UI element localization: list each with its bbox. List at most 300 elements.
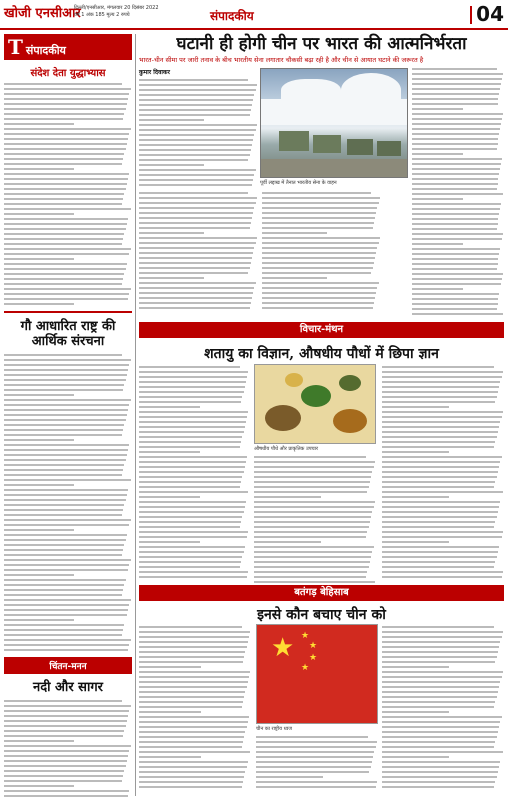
text-line [382, 396, 497, 398]
text-line [139, 766, 247, 768]
text-line [262, 202, 379, 204]
text-line [4, 730, 124, 732]
text-line [4, 183, 127, 185]
text-line [4, 399, 131, 401]
text-line [4, 148, 126, 150]
text-line [4, 474, 122, 476]
text-line [412, 138, 498, 140]
text-line [4, 288, 131, 290]
text-line [382, 641, 500, 643]
text-line [4, 113, 124, 115]
text-line [139, 551, 244, 553]
text-line [4, 740, 74, 742]
army-vehicles-photo [260, 68, 408, 178]
text-line [4, 499, 126, 501]
text-line [139, 716, 249, 718]
text-line [256, 751, 374, 753]
text-line [139, 406, 200, 408]
text-line [382, 571, 503, 573]
lead-text-1 [139, 79, 258, 186]
text-line [382, 771, 498, 773]
text-line [4, 128, 131, 130]
text-line [139, 751, 250, 753]
text-line [262, 252, 376, 254]
text-line [4, 228, 126, 230]
article-body-1 [4, 83, 132, 305]
author-name: कुमार दिवाकर [139, 69, 170, 76]
text-line [4, 439, 74, 441]
text-line [412, 188, 497, 190]
text-line [412, 88, 500, 90]
china-column-1 [139, 626, 251, 791]
text-line [139, 237, 257, 239]
section-title: संपादकीय [210, 9, 254, 23]
text-line [4, 609, 128, 611]
text-line [139, 366, 240, 368]
text-line [139, 272, 248, 274]
text-line [139, 631, 250, 633]
text-line [412, 98, 498, 100]
text-line [139, 391, 244, 393]
text-line [139, 746, 242, 748]
text-line [139, 94, 254, 96]
herbal-column-3 [382, 366, 504, 581]
text-line [382, 406, 449, 408]
text-line [139, 431, 244, 433]
text-line [139, 169, 256, 171]
text-line [382, 506, 499, 508]
text-line [4, 705, 131, 707]
text-line [256, 786, 376, 788]
text-line [254, 516, 371, 518]
text-line [382, 426, 499, 428]
text-line [412, 268, 497, 270]
text-line [4, 574, 74, 576]
text-line [382, 646, 499, 648]
text-line [139, 277, 204, 279]
text-line [382, 676, 502, 678]
text-line [139, 426, 245, 428]
text-line [254, 456, 366, 458]
text-line [4, 123, 74, 125]
lead-column-1 [139, 68, 258, 189]
text-line [139, 401, 241, 403]
text-line [412, 233, 503, 235]
text-line [4, 464, 124, 466]
lead-story-header [139, 34, 504, 64]
text-line [139, 761, 248, 763]
text-line [4, 594, 122, 596]
text-line [382, 786, 494, 788]
text-line [4, 158, 123, 160]
text-line [4, 394, 74, 396]
text-line [139, 446, 240, 448]
text-line [382, 561, 495, 563]
flag-small-star-icon: ★ [301, 663, 310, 673]
text-line [139, 124, 257, 126]
text-line [4, 489, 128, 491]
china-column-3 [256, 736, 378, 791]
text-line [382, 511, 498, 513]
text-line [256, 741, 377, 743]
text-line [254, 571, 367, 573]
text-line [412, 83, 501, 85]
text-line [4, 303, 74, 305]
text-line [382, 386, 499, 388]
text-line [139, 681, 248, 683]
text-line [382, 421, 500, 423]
text-line [382, 516, 497, 518]
text-line [4, 83, 122, 85]
text-line [382, 686, 499, 688]
text-line [139, 636, 249, 638]
text-line [382, 526, 494, 528]
text-line [4, 624, 124, 626]
text-line [382, 501, 500, 503]
text-line [4, 524, 129, 526]
text-line [382, 376, 502, 378]
text-line [382, 736, 497, 738]
text-line [4, 554, 122, 556]
text-line [382, 536, 502, 538]
text-line [262, 287, 377, 289]
text-line [4, 108, 126, 110]
text-line [412, 128, 500, 130]
text-line [382, 701, 495, 703]
text-line [4, 569, 128, 571]
text-line [254, 556, 371, 558]
text-line [382, 366, 494, 368]
text-line [4, 504, 124, 506]
text-line [139, 222, 251, 224]
batangad-banner: बतंगड़ बेहिसाब [139, 585, 504, 601]
text-line [262, 267, 373, 269]
text-line [262, 262, 374, 264]
text-line [4, 459, 126, 461]
text-line [139, 541, 200, 543]
text-line [412, 208, 500, 210]
text-line [382, 381, 500, 383]
herbal-text-2 [254, 456, 376, 583]
text-line [139, 267, 250, 269]
text-line [4, 263, 127, 265]
text-line [382, 636, 502, 638]
text-line [412, 133, 499, 135]
text-line [382, 371, 503, 373]
vichar-manthan-banner: विचार-मंथन [139, 322, 504, 338]
text-line [412, 143, 498, 145]
text-line [139, 666, 201, 668]
text-line [139, 119, 204, 121]
text-line [254, 546, 374, 548]
text-line [139, 257, 252, 259]
text-line [382, 746, 494, 748]
lead-column-4 [412, 68, 504, 318]
text-line [4, 484, 74, 486]
china-column-2 [382, 626, 504, 791]
text-line [4, 429, 123, 431]
text-line [382, 781, 495, 783]
text-line [139, 386, 245, 388]
text-line [4, 369, 128, 371]
text-line [412, 248, 500, 250]
text-line [412, 198, 463, 200]
text-line [382, 461, 500, 463]
text-line [4, 634, 122, 636]
text-line [4, 589, 123, 591]
text-line [4, 138, 128, 140]
china-flag-photo [256, 624, 378, 724]
text-line [139, 287, 254, 289]
text-line [262, 192, 371, 194]
column-divider [135, 34, 136, 796]
text-line [254, 506, 374, 508]
text-line [139, 471, 244, 473]
article-body-2 [4, 354, 132, 651]
text-line [139, 641, 248, 643]
text-line [382, 776, 497, 778]
text-line [412, 228, 497, 230]
text-line [4, 725, 126, 727]
text-line [382, 531, 503, 533]
text-line [382, 566, 494, 568]
text-line [4, 614, 127, 616]
text-line [4, 213, 74, 215]
text-line [139, 302, 251, 304]
text-line [139, 506, 245, 508]
text-line [139, 676, 249, 678]
text-line [4, 549, 123, 551]
text-line [412, 68, 497, 70]
text-line [256, 756, 373, 758]
text-line [262, 237, 380, 239]
article-body-3 [4, 700, 132, 800]
text-line [382, 706, 494, 708]
text-line [4, 178, 128, 180]
text-line [139, 207, 254, 209]
text-line [139, 144, 252, 146]
text-line [139, 546, 245, 548]
masthead-info [74, 5, 159, 19]
text-line [139, 247, 254, 249]
text-line [254, 521, 370, 523]
text-line [139, 656, 244, 658]
editorial-banner [4, 34, 132, 60]
text-line [4, 479, 131, 481]
text-line [412, 213, 499, 215]
text-line [139, 526, 240, 528]
text-line [412, 93, 499, 95]
text-line [139, 371, 248, 373]
text-line [4, 384, 124, 386]
masthead [0, 0, 508, 30]
text-line [4, 118, 123, 120]
text-line [139, 516, 242, 518]
text-line [4, 153, 124, 155]
text-line [4, 88, 131, 90]
text-line [139, 511, 244, 513]
text-line [139, 651, 245, 653]
text-line [139, 192, 248, 194]
photo-caption-1: पूर्वी लद्दाख में तैनात भारतीय सेना के वाहन [260, 180, 337, 186]
text-line [4, 494, 127, 496]
text-line [382, 761, 500, 763]
text-line [4, 639, 131, 641]
text-line [4, 760, 127, 762]
text-line [382, 471, 498, 473]
text-line [139, 262, 251, 264]
text-line [382, 681, 500, 683]
lead-text-2 [139, 192, 258, 309]
text-line [139, 756, 201, 758]
text-line [254, 486, 369, 488]
text-line [382, 466, 499, 468]
text-line [139, 129, 256, 131]
text-line [139, 252, 253, 254]
text-line [4, 539, 126, 541]
text-line [254, 526, 369, 528]
text-line [139, 736, 244, 738]
text-line [4, 750, 129, 752]
text-line [262, 307, 373, 309]
text-line [4, 514, 122, 516]
text-line [412, 148, 497, 150]
text-line [4, 755, 128, 757]
text-line [139, 721, 248, 723]
text-line [4, 258, 74, 260]
text-line [382, 441, 495, 443]
text-line [412, 163, 501, 165]
date-line: दिल्ली/एनसीआर, मंगलवार 20 दिसंबर 2022 [74, 5, 159, 11]
text-line [412, 158, 502, 160]
text-line [4, 143, 127, 145]
text-line [412, 178, 498, 180]
herbal-column-1 [139, 366, 249, 581]
text-line [382, 551, 498, 553]
text-line [139, 776, 244, 778]
text-line [412, 78, 502, 80]
text-line [254, 576, 366, 578]
text-line [4, 218, 128, 220]
text-line [139, 84, 257, 86]
text-line [412, 168, 500, 170]
text-line [262, 227, 373, 229]
text-line [262, 282, 379, 284]
text-line [4, 193, 124, 195]
text-line [139, 436, 242, 438]
text-line [4, 534, 127, 536]
text-line [4, 785, 74, 787]
text-line [4, 379, 126, 381]
text-line [4, 775, 123, 777]
text-line [139, 307, 250, 309]
text-line [4, 424, 124, 426]
text-line [412, 278, 502, 280]
herbal-column-2 [254, 456, 376, 586]
text-line [382, 696, 497, 698]
headline-cow-economy: गौ आधारित राष्ट्र की आर्थिक संरचना [20, 319, 116, 349]
headline-river-sea: नदी और सागर [33, 680, 103, 695]
text-line [139, 159, 248, 161]
text-line [4, 98, 128, 100]
text-line [4, 599, 131, 601]
text-line [4, 444, 129, 446]
text-line [254, 481, 370, 483]
text-line [412, 223, 498, 225]
text-line [139, 149, 251, 151]
text-line [139, 686, 247, 688]
china-headline: इनसे कौन बचाए चीन को [257, 607, 386, 623]
text-line [262, 277, 327, 279]
text-line [139, 184, 252, 186]
text-line [262, 197, 380, 199]
text-line [412, 103, 498, 105]
text-line [4, 188, 126, 190]
text-line [4, 103, 127, 105]
text-line [412, 288, 463, 290]
china-text-2 [382, 626, 504, 788]
chintan-banner: चिंतन-मनन [4, 657, 132, 674]
text-line [4, 248, 131, 250]
text-line [382, 656, 497, 658]
text-line [4, 584, 124, 586]
text-line [139, 421, 246, 423]
banner-label: संपादकीय [25, 44, 66, 57]
text-line [256, 771, 369, 773]
text-line [139, 696, 244, 698]
text-line [139, 661, 243, 663]
text-line [256, 781, 377, 783]
text-line [139, 109, 251, 111]
text-line [412, 243, 463, 245]
text-line [382, 576, 502, 578]
text-line [254, 536, 366, 538]
text-line [412, 183, 498, 185]
text-line [4, 544, 124, 546]
text-line [139, 174, 254, 176]
text-line [139, 781, 243, 783]
text-line [139, 79, 248, 81]
headline-exercise: संदेश देता युद्धाभ्यास [30, 68, 106, 79]
text-line [262, 272, 371, 274]
text-line [382, 451, 449, 453]
text-line [139, 726, 247, 728]
text-line [139, 282, 256, 284]
text-line [139, 556, 242, 558]
text-line [412, 238, 502, 240]
herbal-headline: शतायु का विज्ञान, औषधीय पौधों में छिपा ज्ञान [204, 346, 439, 362]
text-line [412, 283, 501, 285]
text-line [4, 273, 124, 275]
text-line [4, 404, 129, 406]
text-line [139, 501, 246, 503]
herbal-text-3 [382, 366, 504, 578]
china-text-1 [139, 626, 251, 788]
text-line [139, 164, 204, 166]
text-line [4, 559, 131, 561]
text-line [4, 579, 126, 581]
text-line [4, 268, 126, 270]
text-line [4, 745, 131, 747]
text-line [382, 436, 497, 438]
text-line [139, 197, 257, 199]
text-line [412, 173, 499, 175]
text-line [412, 153, 463, 155]
text-line [4, 509, 123, 511]
text-line [382, 741, 495, 743]
text-line [139, 441, 241, 443]
text-line [382, 756, 449, 758]
